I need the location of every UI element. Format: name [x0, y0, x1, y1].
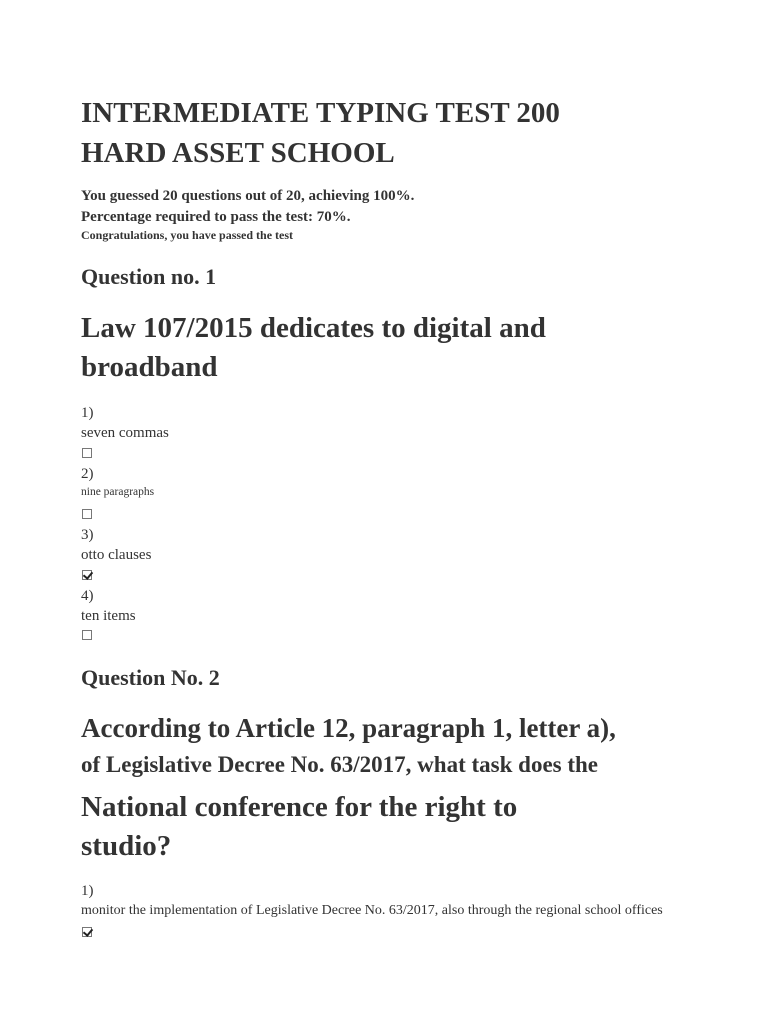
question-1-option-4-number: 4) — [81, 588, 94, 604]
question-2-text-line-1: According to Article 12, paragraph 1, letter a), — [81, 713, 616, 743]
question-1-option-3-text: otto clauses — [81, 547, 152, 563]
question-2-text-line-2: of Legislative Decree No. 63/2017, what task does the — [81, 752, 599, 777]
question-2-option-1-number: 1) — [81, 883, 94, 899]
question-1-text-line-1: Law 107/2015 dedicates to digital and — [81, 312, 546, 344]
question-1-option-2-number: 2) — [81, 466, 94, 482]
question-2-option-1-text: monitor the implementation of Legislative Decree No. 63/2017, also through the regional school offices — [81, 903, 663, 918]
question-1-label: Question no. 1 — [81, 264, 217, 289]
question-2-text-line-3: National conference for the right to — [81, 791, 518, 823]
question-2-label: Question No. 2 — [81, 665, 220, 690]
question-1-option-3-number: 3) — [81, 527, 94, 543]
question-1-option-1-checkbox[interactable] — [82, 448, 92, 458]
question-1-option-1-number: 1) — [81, 405, 94, 421]
title-line-1: INTERMEDIATE TYPING TEST 200 — [81, 97, 560, 129]
title-line-2: HARD ASSET SCHOOL — [81, 137, 395, 169]
question-1-option-2-checkbox[interactable] — [82, 509, 92, 519]
question-1-option-4-text: ten items — [81, 608, 136, 624]
question-1-option-4-checkbox[interactable] — [82, 630, 92, 640]
question-1-option-3-checkbox[interactable] — [82, 570, 92, 580]
question-1-option-2-text: nine paragraphs — [81, 486, 155, 498]
question-2-text-line-4: studio? — [81, 830, 172, 862]
congratulations-text: Congratulations, you have passed the test — [81, 228, 294, 242]
required-percentage-text: Percentage required to pass the test: 70%. — [81, 209, 351, 225]
question-2-option-1-checkbox[interactable] — [82, 927, 92, 937]
page-title — [81, 93, 560, 173]
question-1-option-1-text: seven commas — [81, 425, 169, 441]
score-text: You guessed 20 questions out of 20, achieving 100%. — [81, 188, 415, 204]
question-1-text-line-2: broadband — [81, 351, 218, 383]
